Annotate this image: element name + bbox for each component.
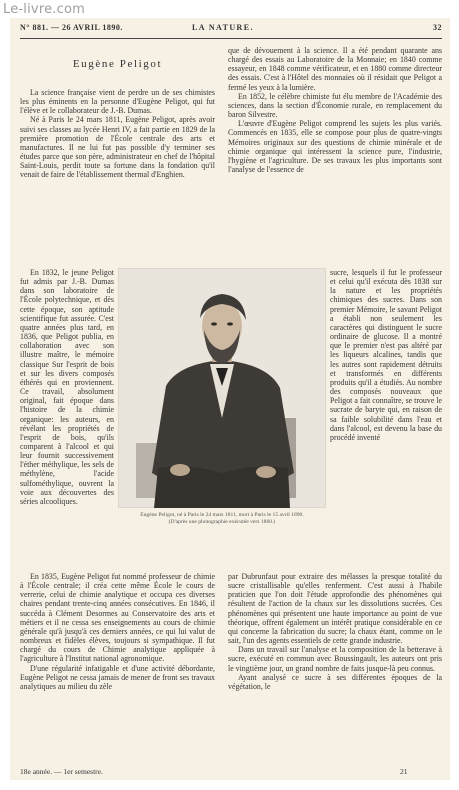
portrait-engraving bbox=[118, 268, 326, 508]
issue-number: N° 881. — 26 AVRIL 1890. bbox=[20, 23, 123, 32]
right-narrow-column bbox=[330, 268, 442, 568]
watermark: Le-livre.com bbox=[3, 2, 85, 17]
paragraph: L'œuvre d'Eugène Peligot comprend les sujets les plus variés. Commencés en 1835, elle se compose pour plus de quatre-vingts Mémoires originaux sur des questions de chimie minérale et de chimie organique qui intéressent la science pure, l'industrie, l'hygiène et l'agriculture. De ses travaux les plus importants sont l'analyse de l'essence de bbox=[228, 119, 442, 175]
paragraph: La science française vient de perdre un de ses chimistes les plus éminents en la personne d'Eugène Peligot, qui fut l'élève et le collaborateur de J.-B. Dumas. bbox=[20, 88, 215, 116]
portrait-illustration bbox=[118, 268, 326, 508]
caption-line: (D'après une photographie exécutée vers 1860.) bbox=[168, 518, 276, 525]
caption-line: Eugène Peligot, né à Paris le 24 mars 1811, mort à Paris le 15 avril 1890. bbox=[140, 512, 304, 518]
left-column-intro bbox=[20, 88, 215, 265]
paragraph: par Dubrunfaut pour extraire des mélasses la presque totalité du sucre cristallisable qu'elles renferment. C'est aussi à l'habile praticien que l'on doit l'étude approfondie des phénomènes qui résultent de l'action de la chaux sur les dissolutions sucrées. Ces phénomènes qui présentent une haute importance au point de vue théorique, offrent également un intérêt pratique considérable en ce qui concerne la fabrication du sucre; la chaux étant, comme on le sait, l'un des agents essentiels de cette grande industrie. bbox=[228, 572, 442, 646]
footer-year-series: 18e année. — 1er semestre. bbox=[20, 767, 103, 776]
paragraph: En 1832, le jeune Peligot fut admis par J.-B. Dumas dans son laboratoire de l'École polytechnique, et dès cette époque, son aptitude scientifique fut assurée. C'est quatre années plus tard, en 1836, que Peligot publia, en collaboration avec son illustre maître, le mémoire classique Sur l'esprit de bois et sur les divers composés éthérés qui en proviennent. Ce travail, absolument original, fait époque dans l'histoire de la chimie organique: les auteurs, en révélant les propriétés de l'esprit de bois, qu'ils comparent à l'alcool et qui leur fournit successivement l'éther méthylique, les sels de méthylène, l'acide sulfométhylique, ouvrent la voie aux découvertes des séries alcooliques. bbox=[20, 268, 114, 506]
journal-title: LA NATURE. bbox=[192, 23, 254, 32]
header-rule bbox=[20, 38, 442, 39]
left-column-bottom bbox=[20, 572, 215, 762]
right-column-bottom bbox=[228, 572, 442, 762]
paragraph: Dans un travail sur l'analyse et la composition de la betterave à sucre, exécuté en commun avec Boussingault, les auteurs ont pris le vingtième jour, un grand nombre de faits jusque-là peu connus. bbox=[228, 645, 442, 673]
paragraph: D'une régularité infatigable et d'une activité débordante, Eugène Peligot ne cessa jamais de mener de front ses travaux analytiques au milieu du zèle bbox=[20, 663, 215, 691]
portrait-caption bbox=[114, 512, 330, 552]
left-narrow-column bbox=[20, 268, 114, 568]
paragraph: sucre, lesquels il fut le professeur et celui qu'il exécuta dès 1838 sur la nature et les propriétés chimiques des sucres. Dans son premier Mémoire, le savant Peligot a établi non seulement les caractères qui distinguent le sucre ordinaire de glucose. Il a montré que le premier n'est pas altéré par les liqueurs alcalines, tandis que les autres sont rapidement détruits et transformés en différents produits qu'il a étudiés. Au nombre des composés nouveaux que Peligot a fait connaître, se trouve le sucrate de baryte qui, en raison de sa faible solubilité dans l'eau et dans l'alcool, est devenu la base du procédé inventé bbox=[330, 268, 442, 442]
paragraph: En 1835, Eugène Peligot fut nommé professeur de chimie à l'École centrale; il créa cette même École le cours de verrerie, celui de chimie analytique et occupa ces diverses chaires pendant trente-cinq années consécutives. En 1846, il succéda à Clément Desormes au Conservatoire des arts et métiers et il ne cessa ses enseignements au cours de chimie générale qu'à jusqu'à ces derniers années, ce qui lui valut de nombreux et fidèles élèves, toujours si sympathique. Il fut chargé du cours de Chimie analytique appliquée à l'agriculture à l'Institut national agronomique. bbox=[20, 572, 215, 664]
right-column-top bbox=[228, 46, 442, 264]
paragraph: Né à Paris le 24 mars 1811, Eugène Peligot, après avoir suivi ses classes au lycée Henri IV, a fait partie en 1829 de la première promotion de l'École centrale des arts et manufactures. Il ne lui fut pas possible d'y terminer ses études parce que son père, administrateur en chef de l'hôpital Saint-Louis, perdit toute sa fortune dans la fondation qu'il venait de faire de l'établissement thermal d'Enghien. bbox=[20, 115, 215, 180]
footer-signature: 21 bbox=[400, 767, 408, 776]
paragraph: En 1852, le célèbre chimiste fut élu membre de l'Académie des sciences, dans la section d'Économie rurale, en remplacement du baron Silvestre. bbox=[228, 91, 442, 120]
page-number: 32 bbox=[433, 23, 442, 32]
article-title: Eugène Peligot bbox=[72, 58, 163, 70]
page-header bbox=[20, 20, 442, 36]
paragraph: Ayant analysé ce sucre à ses différentes époques de la végétation, le bbox=[228, 672, 442, 691]
paragraph: que de dévouement à la science. Il a été pendant quarante ans chargé des essais au Laboratoire de la Monnaie; en 1840 comme essayeur, en 1848 comme vérificateur, et en 1880 comme directeur des essais. C'est à l'Hôtel des monnaies où il résidait que Peligot a fermé les yeux à la lumière. bbox=[228, 46, 442, 92]
